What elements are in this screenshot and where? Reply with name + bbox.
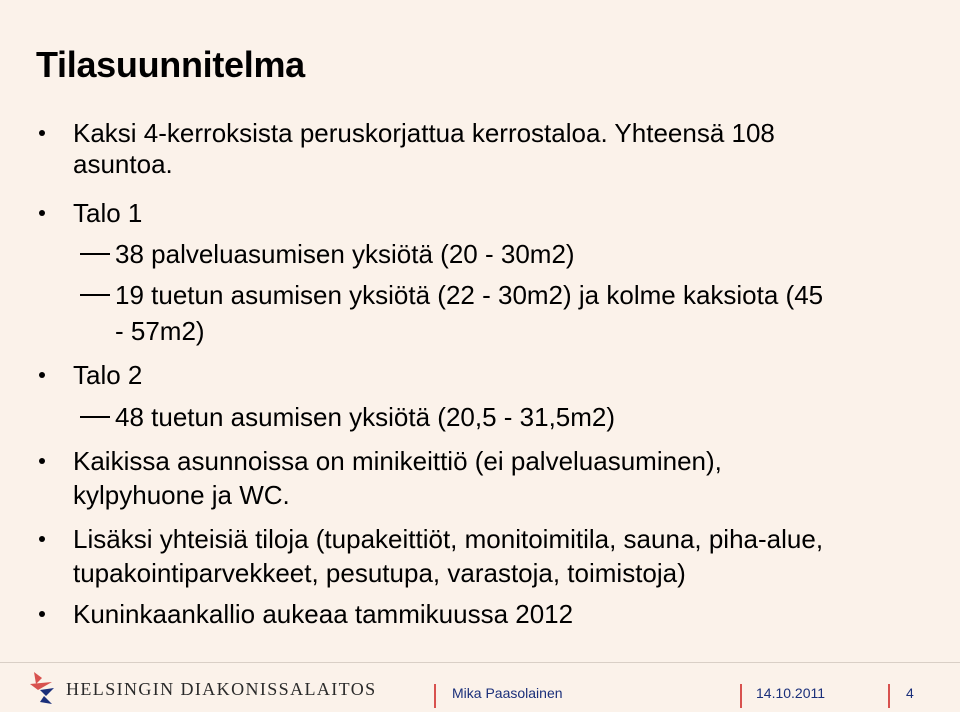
dash-icon — [80, 294, 110, 296]
item-1-line-0: Talo 1 — [73, 198, 143, 228]
item-5-line-0: 48 tuetun asumisen yksiötä (20,5 - 31,5m2) — [115, 402, 616, 432]
item-3-line-0: 19 tuetun asumisen yksiötä (22 - 30m2) ja kolme kaksiota (45 — [115, 280, 824, 310]
page-number: 4 — [906, 685, 914, 701]
diakonissalaitos-logo-icon — [26, 668, 60, 706]
item-0-line-0: Kaksi 4-kerroksista peruskorjattua kerrostaloa. Yhteensä 108 — [73, 118, 775, 148]
bullet-icon — [39, 372, 45, 378]
bullet-icon — [39, 130, 45, 136]
footer-separator — [434, 684, 436, 708]
bullet-icon — [39, 458, 45, 464]
footer-author: Mika Paasolainen — [452, 685, 563, 701]
footer-date: 14.10.2011 — [756, 685, 826, 701]
item-3-line-1: - 57m2) — [115, 316, 205, 346]
brand-name: HELSINGIN DIAKONISSALAITOS — [66, 679, 377, 699]
item-7-line-1: tupakointiparvekkeet, pesutupa, varastoja, toimistoja) — [73, 558, 686, 588]
bullet-icon — [39, 536, 45, 542]
dash-icon — [80, 253, 110, 255]
footer-separator — [740, 684, 742, 708]
item-6-line-0: Kaikissa asunnoissa on minikeittiö (ei palveluasuminen), — [73, 446, 722, 476]
item-0-line-1: asuntoa. — [73, 149, 173, 179]
bullet-icon — [39, 611, 45, 617]
item-6-line-1: kylpyhuone ja WC. — [73, 480, 290, 510]
item-4-line-0: Talo 2 — [73, 360, 143, 390]
bullet-icon — [39, 210, 45, 216]
item-2-line-0: 38 palveluasumisen yksiötä (20 - 30m2) — [115, 239, 575, 269]
footer-divider — [0, 662, 960, 663]
item-8-line-0: Kuninkaankallio aukeaa tammikuussa 2012 — [73, 599, 574, 629]
slide-title: Tilasuunnitelma — [36, 44, 305, 85]
footer-separator — [888, 684, 890, 708]
dash-icon — [80, 416, 110, 418]
item-7-line-0: Lisäksi yhteisiä tiloja (tupakeittiöt, monitoimitila, sauna, piha-alue, — [73, 524, 824, 554]
